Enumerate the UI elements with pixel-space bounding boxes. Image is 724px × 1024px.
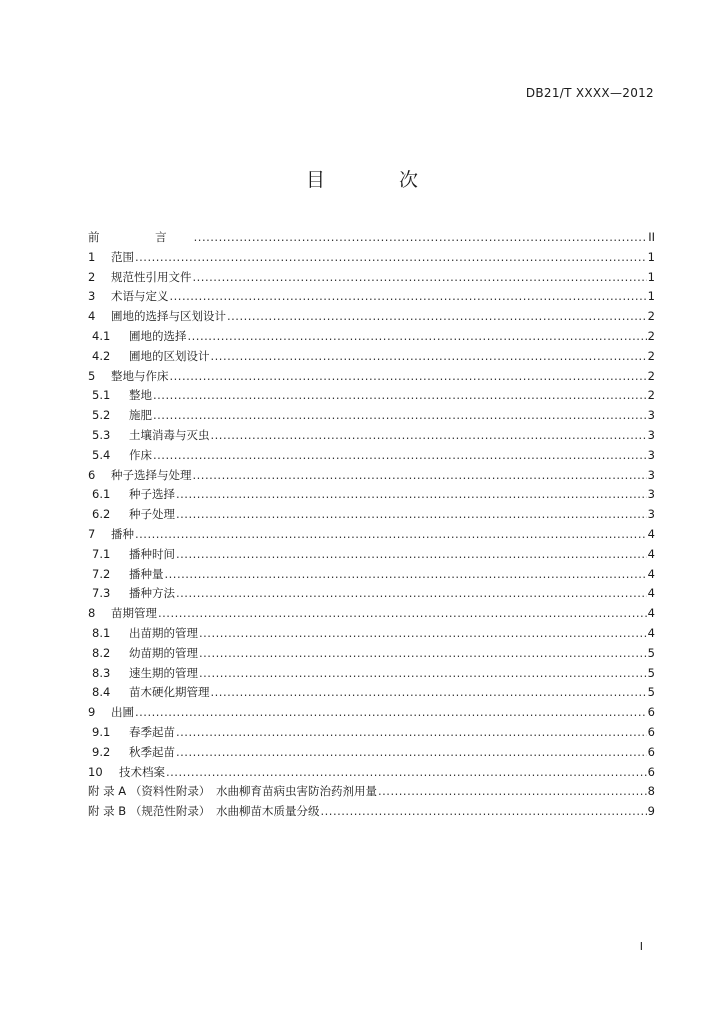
toc-entry[interactable] — [88, 269, 655, 289]
toc-entry-page: 1 — [647, 269, 655, 284]
toc-entry[interactable] — [88, 308, 655, 328]
toc-entry[interactable] — [88, 744, 655, 764]
dot-leader — [135, 527, 647, 541]
toc-entry-number: 9 — [88, 705, 96, 720]
toc-entry[interactable] — [88, 526, 655, 546]
toc-entry[interactable] — [88, 407, 655, 427]
toc-entry-number: 5.3 — [92, 427, 111, 442]
toc-entry-page: 8 — [647, 784, 655, 799]
toc-entry-number: 8.2 — [92, 645, 111, 660]
toc-entry-page: 2 — [647, 309, 655, 324]
toc-entry-number: 6.1 — [92, 487, 111, 502]
toc-entry-number: 9.2 — [92, 744, 111, 759]
dot-leader — [199, 626, 647, 640]
toc-entry-page: 4 — [647, 625, 655, 640]
document-code: DB21/T XXXX—2012 — [525, 86, 654, 100]
dot-leader — [321, 804, 647, 818]
toc-entry-number: 7.2 — [92, 566, 111, 581]
dot-leader — [176, 547, 647, 561]
dot-leader — [158, 606, 647, 620]
toc-entry-title: 苗木硬化期管理 — [129, 685, 210, 700]
toc-entry-page: 4 — [647, 586, 655, 601]
toc-entry[interactable] — [88, 645, 655, 665]
toc-entry-title: 范围 — [111, 249, 134, 264]
toc-entry-number: 5.1 — [92, 388, 111, 403]
dot-leader — [166, 765, 647, 779]
page-title: 目 次 — [305, 169, 453, 191]
toc-entry[interactable] — [88, 585, 655, 605]
toc-entry-title: 播种量 — [129, 566, 164, 581]
toc-entry-number: 8.1 — [92, 625, 111, 640]
toc-entry-title: 幼苗期的管理 — [129, 645, 198, 660]
dot-leader — [153, 408, 647, 422]
dot-leader — [135, 705, 647, 719]
dot-leader — [153, 388, 647, 402]
toc-entry-number: 7 — [88, 526, 96, 541]
dot-leader — [176, 745, 647, 759]
toc-entry-title: 圃地的选择与区划设计 — [111, 309, 226, 324]
toc-entry-number: 6 — [88, 467, 96, 482]
toc-entry-title: 土壤消毒与灭虫 — [129, 427, 210, 442]
toc-entry[interactable] — [88, 783, 655, 803]
toc-entry[interactable] — [88, 546, 655, 566]
toc-entry-title: 施肥 — [129, 408, 152, 423]
toc-entry-number: 6.2 — [92, 507, 111, 522]
dot-leader — [211, 685, 647, 699]
toc-entry-page: 1 — [647, 249, 655, 264]
dot-leader — [227, 309, 647, 323]
table-of-contents — [88, 229, 655, 823]
toc-entry-page: 5 — [647, 685, 655, 700]
toc-entry[interactable] — [88, 625, 655, 645]
dot-leader — [176, 507, 647, 521]
toc-entry-title: 圃地的选择 — [129, 328, 187, 343]
toc-entry-title: 出苗期的管理 — [129, 625, 198, 640]
toc-entry-page: 3 — [647, 427, 655, 442]
toc-entry[interactable] — [88, 665, 655, 685]
dot-leader — [378, 784, 647, 798]
toc-entry-page: 4 — [647, 526, 655, 541]
dot-leader — [193, 468, 647, 482]
toc-entry-number: 4.1 — [92, 328, 111, 343]
dot-leader — [176, 725, 647, 739]
toc-entry-title: 种子选择与处理 — [111, 467, 192, 482]
dot-leader — [135, 250, 647, 264]
dot-leader — [193, 270, 647, 284]
toc-entry[interactable] — [88, 288, 655, 308]
toc-entry[interactable] — [88, 684, 655, 704]
toc-entry-number: 9.1 — [92, 724, 111, 739]
toc-entry-number: 1 — [88, 249, 96, 264]
toc-entry-page: 3 — [647, 467, 655, 482]
footer-page-number: I — [639, 940, 643, 953]
toc-entry[interactable] — [88, 566, 655, 586]
toc-entry-number: 4 — [88, 309, 96, 324]
dot-leader — [170, 289, 647, 303]
toc-entry[interactable] — [88, 506, 655, 526]
toc-entry-number: 4.2 — [92, 348, 111, 363]
toc-entry[interactable] — [88, 368, 655, 388]
dot-leader — [176, 487, 647, 501]
toc-entry-title: 术语与定义 — [111, 289, 169, 304]
toc-entry[interactable] — [88, 764, 655, 784]
toc-entry-page: 3 — [647, 408, 655, 423]
toc-entry[interactable] — [88, 447, 655, 467]
toc-entry-page: 6 — [647, 705, 655, 720]
toc-entry-page: 1 — [647, 289, 655, 304]
dot-leader — [211, 428, 647, 442]
toc-entry-title: 水曲柳育苗病虫害防治药剂用量 — [216, 784, 377, 799]
toc-entry-title: 技术档案 — [119, 764, 165, 779]
toc-entry[interactable] — [88, 328, 655, 348]
toc-entry[interactable] — [88, 486, 655, 506]
toc-entry-number: 8.4 — [92, 685, 111, 700]
toc-entry-title: 苗期管理 — [111, 606, 157, 621]
dot-leader — [199, 646, 647, 660]
dot-leader — [170, 369, 647, 383]
toc-entry[interactable] — [88, 724, 655, 744]
toc-entry-page: 2 — [647, 348, 655, 363]
dot-leader — [199, 666, 647, 680]
dot-leader — [176, 586, 647, 600]
toc-entry-number: 2 — [88, 269, 96, 284]
toc-entry-title: 规范性引用文件 — [111, 269, 192, 284]
toc-entry[interactable] — [88, 249, 655, 269]
toc-entry-title: 速生期的管理 — [129, 665, 198, 680]
toc-entry-title: 春季起苗 — [129, 724, 175, 739]
dot-leader — [211, 349, 647, 363]
toc-entry-number: 7.3 — [92, 586, 111, 601]
toc-entry-title: 水曲柳苗木质量分级 — [216, 804, 320, 819]
toc-entry-number: 5.2 — [92, 408, 111, 423]
toc-entry[interactable] — [88, 229, 655, 249]
toc-entry-number: 8.3 — [92, 665, 111, 680]
toc-entry-number: 8 — [88, 606, 96, 621]
dot-leader — [194, 230, 648, 244]
toc-entry-page: 4 — [647, 606, 655, 621]
toc-entry[interactable] — [88, 605, 655, 625]
toc-entry[interactable] — [88, 387, 655, 407]
toc-entry-title: 种子选择 — [129, 487, 175, 502]
toc-entry-page: 3 — [647, 447, 655, 462]
toc-entry-number: 7.1 — [92, 546, 111, 561]
toc-entry[interactable] — [88, 427, 655, 447]
toc-entry-page: 6 — [647, 764, 655, 779]
toc-entry-page: 6 — [647, 724, 655, 739]
toc-entry-page: 9 — [647, 804, 655, 819]
toc-entry-number: 3 — [88, 289, 96, 304]
toc-entry-title: 秋季起苗 — [129, 744, 175, 759]
toc-entry-page: 3 — [647, 507, 655, 522]
toc-entry-title: 整地与作床 — [111, 368, 169, 383]
toc-entry-page: 5 — [647, 665, 655, 680]
toc-entry-annex-label: 附 录 A （资料性附录） — [88, 784, 211, 799]
toc-entry-title: 出圃 — [111, 705, 134, 720]
toc-entry-title: 种子处理 — [129, 507, 175, 522]
dot-leader — [165, 567, 647, 581]
toc-entry-page: 5 — [647, 645, 655, 660]
dot-leader — [153, 448, 647, 462]
toc-entry-annex-label: 附 录 B （规范性附录） — [88, 804, 211, 819]
toc-entry-title: 作床 — [129, 447, 152, 462]
toc-entry-page: 6 — [647, 744, 655, 759]
toc-entry[interactable] — [88, 467, 655, 487]
toc-entry-page: 3 — [647, 487, 655, 502]
toc-entry-title: 前 言 — [88, 230, 193, 244]
toc-entry-number: 5 — [88, 368, 96, 383]
toc-entry[interactable] — [88, 348, 655, 368]
dot-leader — [188, 329, 647, 343]
toc-entry-title: 圃地的区划设计 — [129, 348, 210, 363]
toc-entry-title: 播种 — [111, 526, 134, 541]
toc-entry-page: 4 — [647, 546, 655, 561]
toc-entry-number: 10 — [88, 764, 103, 779]
toc-entry-page: 4 — [647, 566, 655, 581]
toc-entry-page: II — [648, 230, 655, 244]
toc-entry-title: 播种时间 — [129, 546, 175, 561]
toc-entry-title: 播种方法 — [129, 586, 175, 601]
toc-entry-title: 整地 — [129, 388, 152, 403]
toc-entry-number: 5.4 — [92, 447, 111, 462]
toc-entry[interactable] — [88, 704, 655, 724]
toc-entry-page: 2 — [647, 388, 655, 403]
toc-entry-page: 2 — [647, 328, 655, 343]
toc-entry-page: 2 — [647, 368, 655, 383]
toc-entry[interactable] — [88, 803, 655, 823]
